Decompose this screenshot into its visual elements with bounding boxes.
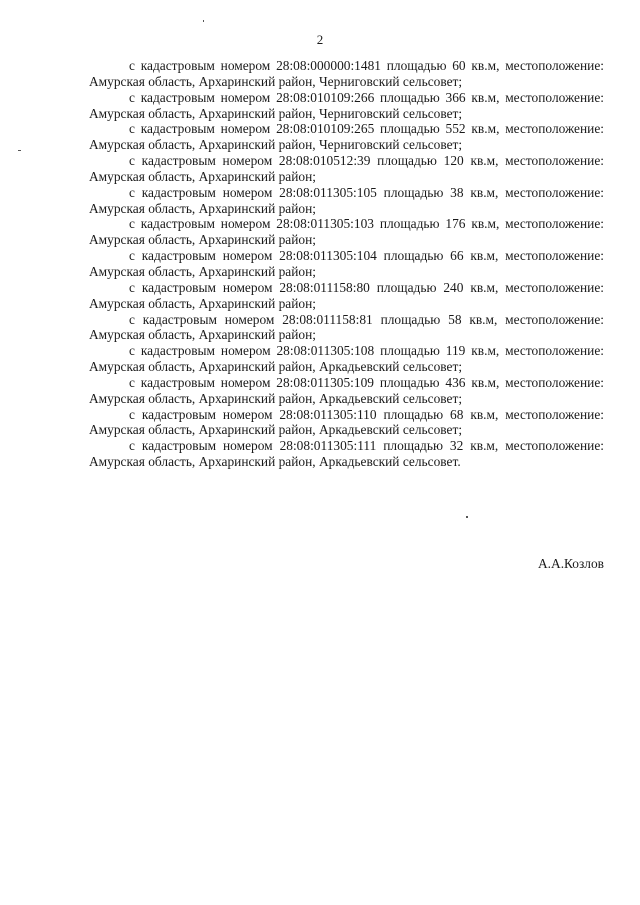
parcel-item-9: с кадастровым номером 28:08:011158:81 площадью 58 кв.м, местоположение: Амурская область, Архаринский район; — [89, 311, 604, 343]
parcel-item-4: с кадастровым номером 28:08:010512:39 площадью 120 кв.м, местоположение: Амурская область, Архаринский район; — [89, 153, 604, 184]
parcel-item-5: с кадастровым номером 28:08:011305:105 площадью 38 кв.м, местоположение: Амурская область, Архаринский район; — [89, 184, 604, 216]
page-number: 2 — [316, 32, 324, 47]
parcel-item-12: с кадастровым номером 28:08:011305:110 площадью 68 кв.м, местоположение: Амурская область, Архаринский район, Аркадьевский сельсовет; — [89, 406, 604, 438]
parcel-item-3: с кадастровым номером 28:08:010109:265 площадью 552 кв.м, местоположение: Амурская область, Архаринский район, Черниговский сельсовет; — [89, 121, 604, 153]
signature-name: А.А.Козлов — [538, 556, 604, 571]
parcel-item-2: с кадастровым номером 28:08:010109:266 площадью 366 кв.м, местоположение: Амурская область, Архаринский район, Черниговский сельсовет; — [89, 89, 604, 121]
parcel-item-11: с кадастровым номером 28:08:011305:109 площадью 436 кв.м, местоположение: Амурская область, Архаринский район, Аркадьевский сельсовет; — [89, 374, 604, 406]
parcel-item-1: с кадастровым номером 28:08:000000:1481 площадью 60 кв.м, местоположение: Амурская область, Архаринский район, Черниговский сельсовет; — [89, 58, 604, 89]
parcel-item-10: с кадастровым номером 28:08:011305:108 площадью 119 кв.м, местоположение: Амурская область, Архаринский район, Аркадьевский сельсовет; — [89, 343, 604, 375]
parcel-item-13: с кадастровым номером 28:08:011305:111 площадью 32 кв.м, местоположение: Амурская область, Архаринский район, Аркадьевский сельсовет. — [89, 438, 604, 470]
scan-speck — [203, 20, 204, 22]
parcel-list — [89, 58, 604, 470]
parcel-item-8: с кадастровым номером 28:08:011158:80 площадью 240 кв.м, местоположение: Амурская область, Архаринский район; — [89, 279, 604, 311]
parcel-item-6: с кадастровым номером 28:08:011305:103 площадью 176 кв.м, местоположение: Амурская область, Архаринский район; — [89, 216, 604, 248]
scan-speck — [18, 150, 21, 151]
parcel-item-7: с кадастровым номером 28:08:011305:104 площадью 66 кв.м, местоположение: Амурская область, Архаринский район; — [89, 248, 604, 279]
scan-speck — [466, 516, 468, 518]
